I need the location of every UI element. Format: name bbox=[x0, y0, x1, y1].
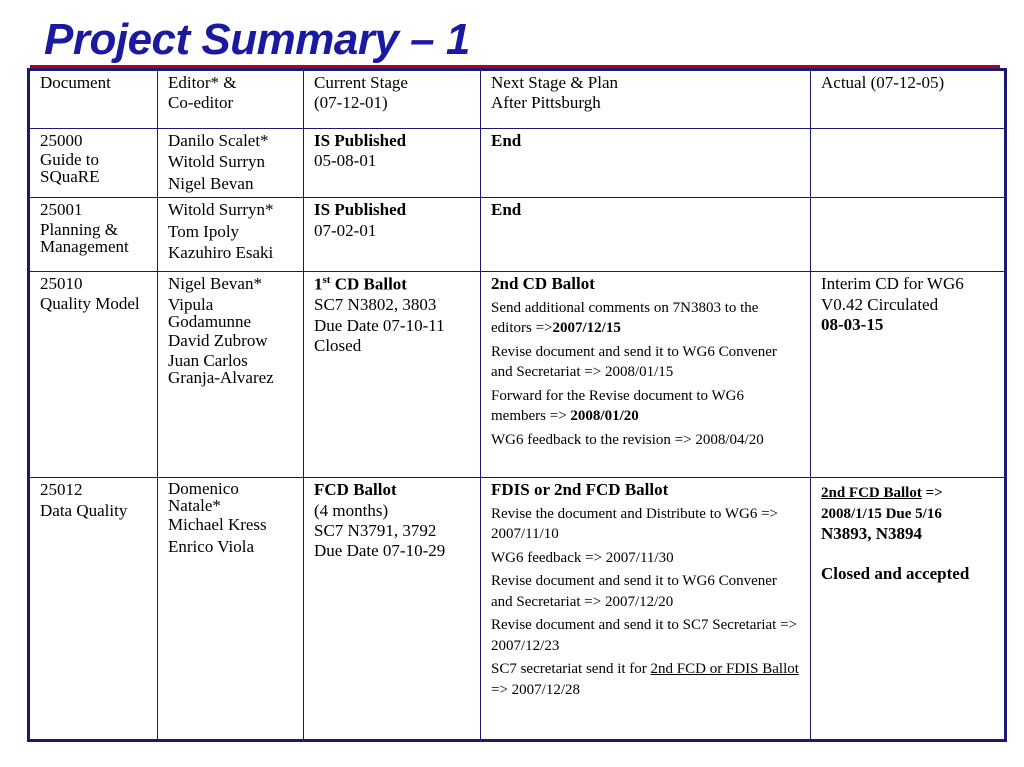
next-stage-head: 2nd CD Ballot bbox=[491, 274, 595, 294]
actual-line: V0.42 Circulated bbox=[821, 294, 939, 314]
doc-cell bbox=[29, 129, 158, 198]
plan-step: Revise document and send it to WG6 Convener and Secretariat => 2008/01/15 bbox=[491, 343, 777, 381]
editors-cell bbox=[158, 198, 304, 272]
table-row bbox=[29, 198, 1006, 272]
stage-due: Due Date 07-10-11 bbox=[314, 315, 445, 335]
editor-name: Vipula Godamunne bbox=[168, 294, 252, 331]
stage-date: 05-08-01 bbox=[314, 151, 377, 171]
next-stage-cell bbox=[481, 129, 811, 198]
next-stage-cell bbox=[481, 478, 811, 741]
actual-line: Interim CD for WG6 bbox=[821, 274, 964, 294]
ballot-link[interactable]: 2nd FCD or FDIS Ballot bbox=[650, 661, 799, 678]
doc-cell bbox=[29, 478, 158, 741]
header-current-stage: Current Stage (07-12-01) bbox=[304, 70, 481, 129]
stage-date: 07-02-01 bbox=[314, 220, 377, 240]
editor-name: Kazuhiro Esaki bbox=[168, 242, 274, 262]
current-stage-cell bbox=[304, 198, 481, 272]
actual-cell bbox=[811, 478, 1006, 741]
editor-name: Witold Surryn* bbox=[168, 200, 274, 220]
current-stage-cell bbox=[304, 272, 481, 478]
editors-cell bbox=[158, 478, 304, 741]
plan-step: Revise document and send it to WG6 Convener and Secretariat => 2007/12/20 bbox=[491, 573, 777, 610]
stage-state: Closed bbox=[314, 336, 362, 355]
editor-name: Enrico Viola bbox=[168, 536, 255, 556]
editor-name: Michael Kress bbox=[168, 515, 267, 535]
next-stage-head: End bbox=[491, 131, 522, 150]
doc-name: Guide to SQuaRE bbox=[40, 150, 100, 187]
editors-cell bbox=[158, 129, 304, 198]
plan-step: Forward for the Revise document to WG6 members => 2008/01/20 bbox=[491, 387, 745, 425]
page-title: Project Summary – 1 bbox=[44, 15, 470, 64]
editor-name: David Zubrow bbox=[168, 330, 268, 350]
table-row bbox=[29, 478, 1006, 741]
table-row bbox=[29, 272, 1006, 478]
table-row bbox=[29, 129, 1006, 198]
doc-name: Planning & Management bbox=[40, 219, 129, 256]
actual-date: 08-03-15 bbox=[821, 314, 884, 334]
stage-status: IS Published bbox=[314, 200, 407, 220]
doc-number: 25012 bbox=[40, 480, 83, 500]
stage-status: FCD Ballot bbox=[314, 480, 397, 500]
editor-name: Nigel Bevan bbox=[168, 173, 254, 193]
next-stage-cell bbox=[481, 198, 811, 272]
doc-number: 25000 bbox=[40, 131, 83, 150]
current-stage-cell bbox=[304, 478, 481, 741]
table-header-row bbox=[29, 70, 1006, 129]
stage-status: IS Published bbox=[314, 131, 407, 150]
plan-step: WG6 feedback to the revision => 2008/04/20 bbox=[491, 431, 764, 448]
actual-ballot-link[interactable]: 2nd FCD Ballot bbox=[821, 485, 922, 502]
current-stage-cell bbox=[304, 129, 481, 198]
next-stage-head: End bbox=[491, 200, 522, 220]
editor-name: Nigel Bevan* bbox=[168, 274, 262, 294]
header-next-stage: Next Stage & Plan After Pittsburgh bbox=[481, 70, 811, 129]
actual-docs: N3893, N3894 bbox=[821, 524, 923, 544]
actual-cell bbox=[811, 129, 1006, 198]
actual-cell bbox=[811, 272, 1006, 478]
stage-ref: SC7 N3802, 3803 bbox=[314, 295, 437, 315]
doc-cell bbox=[29, 272, 158, 478]
spacer bbox=[821, 545, 994, 565]
header-editor: Editor* & Co-editor bbox=[158, 70, 304, 129]
plan-step: Revise document and send it to SC7 Secretariat => 2007/12/23 bbox=[491, 617, 798, 654]
doc-name: Data Quality bbox=[40, 500, 128, 520]
actual-status: Closed and accepted bbox=[821, 563, 970, 583]
plan-step: SC7 secretariat send it for 2nd FCD or FDIS Ballot => 2007/12/28 bbox=[491, 661, 799, 698]
editor-name: Danilo Scalet* bbox=[168, 131, 269, 150]
editor-name: Juan Carlos Granja-Alvarez bbox=[168, 350, 274, 387]
doc-number: 25001 bbox=[40, 200, 83, 220]
doc-number: 25010 bbox=[40, 274, 83, 294]
project-summary-table bbox=[27, 68, 1007, 742]
plan-step: Send additional comments on 7N3803 to the editors =>2007/12/15 bbox=[491, 299, 759, 337]
editors-cell bbox=[158, 272, 304, 478]
header-actual: Actual (07-12-05) bbox=[811, 70, 1006, 129]
next-stage-cell bbox=[481, 272, 811, 478]
stage-duration: (4 months) bbox=[314, 500, 389, 520]
editor-name: Domenico Natale* bbox=[168, 479, 239, 516]
actual-cell bbox=[811, 198, 1006, 272]
next-stage-head: FDIS or 2nd FCD Ballot bbox=[491, 480, 669, 500]
editor-name: Tom Ipoly bbox=[168, 221, 240, 241]
doc-name: Quality Model bbox=[40, 293, 140, 313]
stage-ref: SC7 N3791, 3792 bbox=[314, 520, 437, 540]
doc-cell bbox=[29, 198, 158, 272]
plan-step: Revise the document and Distribute to WG6 => 2007/11/10 bbox=[491, 505, 779, 543]
stage-status: 1st CD Ballot bbox=[314, 274, 407, 294]
plan-step: WG6 feedback => 2007/11/30 bbox=[491, 549, 674, 566]
editor-name: Witold Surryn bbox=[168, 152, 266, 172]
header-document: Document bbox=[29, 70, 158, 129]
actual-ballot: 2nd FCD Ballot => 2008/1/15 Due 5/16 bbox=[821, 485, 943, 522]
stage-due: Due Date 07-10-29 bbox=[314, 541, 446, 561]
